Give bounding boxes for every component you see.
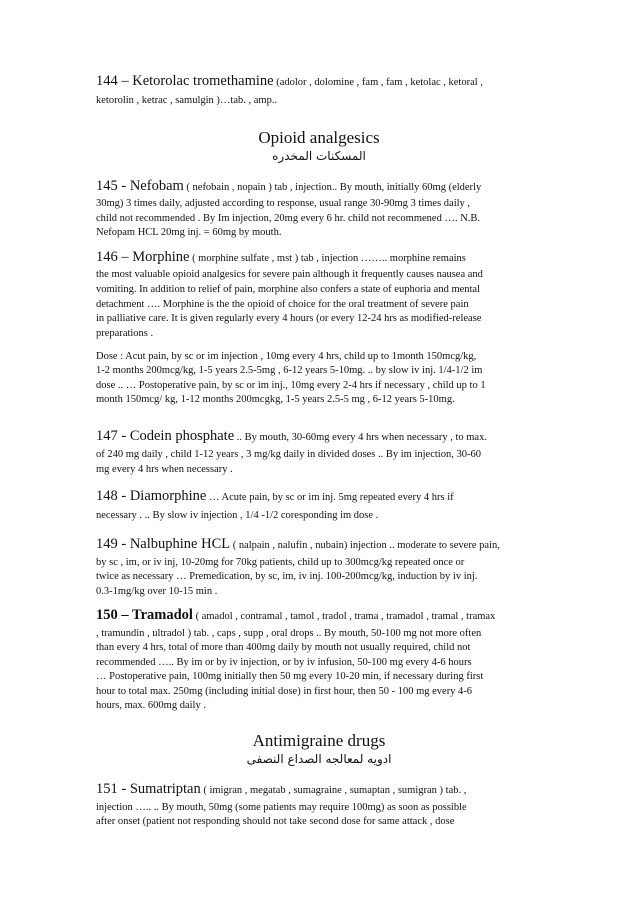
entry-146-line-6: preparations . — [96, 328, 154, 339]
section-title-opioid: Opioid analgesics — [258, 128, 380, 147]
entry-150-line-3: than every 4 hrs, total of more than 400mg daily by mouth not usually required, child not — [96, 642, 471, 653]
entry-144-line-2: ketorolin , ketrac , samulgin )…tab. , amp.. — [96, 95, 278, 106]
entry-145-line-2: 30mg) 3 times daily, adjusted according to response, usual range 30-90mg 3 times daily , — [96, 198, 471, 209]
entry-149-line-2: by sc , im, or iv inj, 10-20mg for 70kg patients, child up to 300mcg/kg repeated once or — [96, 557, 465, 568]
entry-147-title: 147 - Codein phosphate — [96, 428, 235, 444]
entry-149-line-1: 149 - Nalbuphine HCL ( nalpain , nalufin , nubain) injection .. moderate to severe pain, — [96, 536, 500, 552]
entry-148-title: 148 - Diamorphine — [96, 488, 207, 504]
entry-145-line-3: child not recommended . By Im injection, 20mg every 6 hr. child not recommened …. N.B. — [96, 213, 481, 224]
entry-150-title: 150 – Tramadol — [96, 607, 193, 623]
entry-146-line-2: the most valuable opioid analgesics for severe pain although it frequently causes nausea and — [96, 269, 483, 280]
entry-149-line-3: twice as necessary … Premedication, by sc, im, iv inj. 100-200mcg/kg, induction by iv inj. — [96, 571, 478, 582]
entry-146-line-10: month 150mcg/ kg, 1-12 months 200mcgkg, 1-5 years 2.5-5 mg , 6-12 years 5-10mg. — [96, 394, 455, 405]
entry-150-line-1: 150 – Tramadol ( amadol , contramal , tamol , tradol , trama , tramadol , tramal , tramax — [96, 607, 496, 623]
section-arabic-migraine: ادويه لمعالجه الصداع النصفى — [246, 752, 392, 766]
entry-150-line-6: hour to total max. 250mg (including initial dose) in first hour, then 50 - 100 mg every 4-6 — [96, 686, 473, 697]
entry-147-line-2: of 240 mg daily , child 1-12 years , 3 mg/kg daily in divided doses .. By im injection, 30-60 — [96, 449, 481, 460]
entry-145-line-1: 145 - Nefobam ( nefobain , nopain ) tab , injection.. By mouth, initially 60mg (elderly — [96, 178, 482, 194]
entry-149-title: 149 - Nalbuphine HCL — [96, 536, 231, 552]
entry-146-line-4: detachment …. Morphine is the the opioid of choice for the oral treatment of severe pain — [96, 299, 469, 310]
entry-151-line-3: after onset (patient not responding should not take second dose for same attack , dose — [96, 816, 455, 827]
entry-146-line-7: Dose : Acut pain, by sc or im injection , 10mg every 4 hrs, child up to 1month 150mcg/kg, — [96, 351, 477, 362]
entry-147-line-3: mg every 4 hrs when necessary . — [96, 464, 233, 475]
entry-150-line-2: , tramundin , ultradol ) tab. , caps , supp , oral drops .. By mouth, 50-100 mg not more often — [96, 628, 482, 639]
entry-150-line-7: hours, max. 600mg daily . — [96, 700, 206, 711]
entry-151-line-2: injection ….. .. By mouth, 50mg (some patients may require 100mg) as soon as possible — [96, 802, 467, 813]
entry-147-line-1: 147 - Codein phosphate .. By mouth, 30-60mg every 4 hrs when necessary , to max. — [96, 428, 487, 444]
entry-150-line-4: recommended ….. By im or by iv injection, or by iv infusion, 50-100 mg every 4-6 hours — [96, 657, 472, 668]
entry-151-title: 151 - Sumatriptan — [96, 781, 201, 797]
section-arabic-opioid: المسكنات المخدره — [272, 149, 366, 163]
entry-146-line-1: 146 – Morphine ( morphine sulfate , mst ) tab , injection …….. morphine remains — [96, 249, 466, 265]
entry-151-line-1: 151 - Sumatriptan ( imigran , megatab , sumagraine , sumaptan , sumigran ) tab. , — [96, 781, 467, 797]
entry-144-title: 144 – Ketorolac tromethamine — [96, 73, 274, 89]
entry-145-line-4: Nefopam HCL 20mg inj. = 60mg by mouth. — [96, 227, 282, 238]
section-title-migraine: Antimigraine drugs — [252, 731, 386, 750]
entry-146-line-5: in palliative care. It is given regularly every 4 hours (or every 12-24 hrs as modified-release — [96, 313, 482, 324]
entry-144-line-1: 144 – Ketorolac tromethamine (adolor , dolomine , fam , fam , ketolac , ketoral , — [96, 73, 483, 89]
entry-146-line-8: 1-2 months 200mcg/kg, 1-5 years 2.5-5mg , 6-12 years 5-10mg. .. by slow iv inj. 1/4-1/2 im — [96, 365, 483, 376]
entry-145-title: 145 - Nefobam — [96, 178, 184, 194]
entry-146-line-9: dose .. … Postoperative pain, by sc or im inj., 10mg every 2-4 hrs if necessary , child up to 1 — [96, 380, 486, 391]
entry-149-line-4: 0.3-1mg/kg over 10-15 min . — [96, 586, 218, 597]
entry-146-title: 146 – Morphine — [96, 249, 190, 265]
entry-150-line-5: … Postoperative pain, 100mg initially then 50 mg every 10-20 min, if necessary during first — [96, 671, 484, 682]
entry-148-line-1: 148 - Diamorphine … Acute pain, by sc or im inj. 5mg repeated every 4 hrs if — [96, 488, 454, 504]
entry-148-line-2: necessary . .. By slow iv injection , 1/4 -1/2 coresponding im dose . — [96, 510, 379, 521]
entry-146-line-3: vomiting. In addition to relief of pain, morphine also confers a state of euphoria and mental — [96, 284, 481, 295]
